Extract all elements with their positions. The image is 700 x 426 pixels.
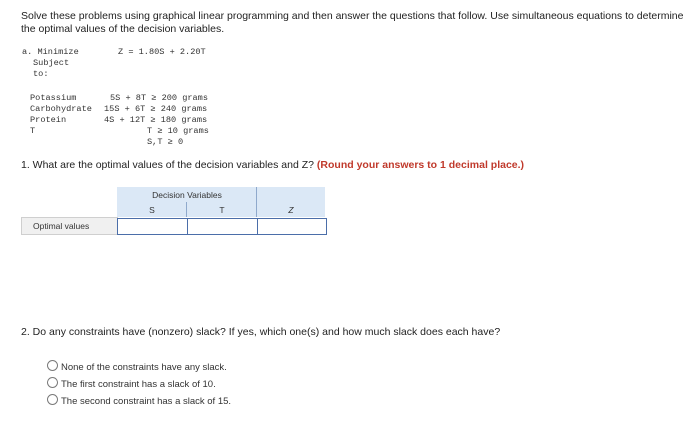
problem-label-subject: Subject (33, 58, 70, 68)
nonnegativity-constraint: S,T ≥ 0 (147, 137, 184, 147)
column-header-z: Z (288, 205, 294, 215)
question-1 (21, 159, 524, 171)
radio-circle-icon[interactable] (47, 360, 58, 371)
optimal-z-input[interactable] (257, 218, 327, 235)
radio-circle-icon[interactable] (47, 394, 58, 405)
instructions: Solve these problems using graphical linear programming and then answer the questions that follow. Use simultaneous equations to determine the optimal values of the decision variables. (21, 10, 684, 35)
question-2: 2. Do any constraints have (nonzero) slack? If yes, which one(s) and how much slack does each have? (21, 326, 501, 338)
radio-option-second-constraint[interactable] (47, 394, 231, 407)
row-label-optimal-values: Optimal values (33, 221, 90, 231)
option-label: The first constraint has a slack of 10. (61, 379, 216, 390)
column-divider (256, 187, 257, 217)
question-1-emphasis: (Round your answers to 1 decimal place.) (316, 159, 525, 171)
decision-variables-header: Decision Variables (152, 190, 222, 200)
objective-function: Z = 1.80S + 2.20T (118, 47, 206, 57)
radio-option-none[interactable] (47, 360, 227, 373)
option-label: None of the constraints have any slack. (61, 362, 227, 373)
column-header-s: S (149, 205, 155, 215)
problem-label-minimize: a. Minimize (22, 47, 79, 57)
constraint-expr: 5S + 8T ≥ 200 grams (110, 93, 208, 103)
problem-label-to: to: (33, 69, 49, 79)
constraint-expr: 4S + 12T ≥ 180 grams (104, 115, 208, 125)
question-1-text: 1. What are the optimal values of the decision variables and Z? (21, 159, 314, 171)
optimal-s-input[interactable] (117, 218, 188, 235)
constraint-expr: T ≥ 10 grams (147, 126, 209, 136)
constraint-name: Potassium (30, 93, 77, 103)
constraint-expr: 15S + 6T ≥ 240 grams (104, 104, 208, 114)
radio-circle-icon[interactable] (47, 377, 58, 388)
optimal-t-input[interactable] (187, 218, 258, 235)
constraint-name: Protein (30, 115, 67, 125)
constraint-name: Carbohydrate (30, 104, 92, 114)
option-label: The second constraint has a slack of 15. (61, 396, 232, 407)
radio-option-first-constraint[interactable] (47, 377, 216, 390)
constraint-name: T (30, 126, 36, 136)
column-header-t: T (219, 205, 225, 215)
column-divider (186, 202, 187, 217)
